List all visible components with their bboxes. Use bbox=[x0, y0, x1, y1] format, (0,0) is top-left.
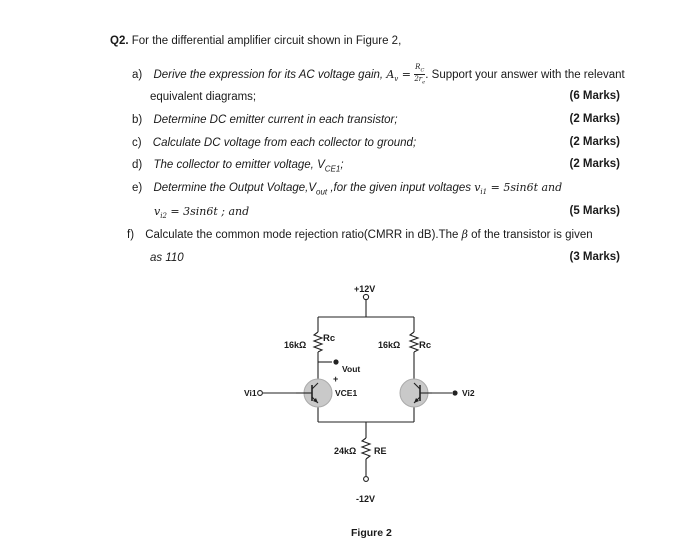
vi2-terminal bbox=[452, 390, 457, 395]
figure-caption: Figure 2 bbox=[351, 527, 392, 539]
rc-right-value: 16kΩ bbox=[378, 340, 401, 350]
beta-symbol: β bbox=[461, 228, 468, 241]
vce1-label: VCE1 bbox=[335, 388, 358, 398]
part-c-text: Calculate DC voltage from each collector to ground; bbox=[152, 137, 417, 149]
part-a-marks: (6 Marks) bbox=[569, 90, 620, 102]
part-c-letter: c) bbox=[132, 137, 142, 149]
vee-terminal bbox=[364, 477, 369, 482]
rc-left-resistor bbox=[314, 332, 322, 352]
question-number: Q2. bbox=[110, 35, 129, 47]
plus-sign: + bbox=[333, 374, 339, 384]
part-a-text: Derive the expression for its AC voltage gain, bbox=[153, 68, 384, 81]
part-e-marks: (5 Marks) bbox=[569, 205, 620, 217]
vout-node bbox=[333, 359, 338, 364]
rc-right-label: Rc bbox=[419, 340, 432, 351]
part-e-text: Determine the Output $Voltage,V_{out}$ ,for the given input voltages bbox=[153, 182, 475, 197]
gain-fraction: $\frac{R_C}{2r_e}$ bbox=[414, 63, 426, 86]
part-f-marks: (3 Marks) bbox=[569, 251, 620, 263]
question-intro: For the differential amplifier circuit shown in Figure 2, bbox=[131, 35, 402, 47]
vi1-label: Vi1 bbox=[244, 388, 257, 398]
part-b-text: Determine DC emitter current in each transistor; bbox=[153, 114, 398, 126]
part-e-letter: e) bbox=[132, 182, 143, 194]
part-d-letter: d) bbox=[132, 159, 143, 171]
rc-right-resistor bbox=[410, 332, 418, 352]
transistor-q1 bbox=[296, 379, 332, 407]
vcc-terminal bbox=[363, 294, 368, 299]
part-b-marks: (2 Marks) bbox=[569, 113, 620, 125]
part-f-text: Calculate the common mode rejection ratio(CMRR in dB).The β of the transistor is given bbox=[145, 228, 593, 241]
part-c-marks: (2 Marks) bbox=[569, 136, 620, 148]
part-d-marks: (2 Marks) bbox=[569, 158, 620, 170]
part-b-letter: b) bbox=[132, 114, 143, 126]
re-resistor bbox=[362, 438, 370, 459]
vi2-label: Vi2 bbox=[462, 388, 475, 398]
vee-label: -12V bbox=[356, 494, 376, 504]
re-label: RE bbox=[374, 446, 387, 456]
vi1-terminal bbox=[258, 391, 263, 396]
part-e-eq2: $v_{i2} = 3\sin 6t$ ; and bbox=[154, 205, 250, 221]
part-a-letter: a) bbox=[132, 68, 143, 81]
part-e-eq1: $v_{i1} = 5\sin 6t$ and bbox=[474, 181, 563, 197]
vout-label: Vout bbox=[342, 364, 361, 374]
vcc-label: +12V bbox=[354, 284, 376, 294]
part-a-cont: equivalent diagrams; bbox=[150, 91, 257, 103]
rc-left-value: 16kΩ bbox=[284, 340, 307, 350]
re-value: 24kΩ bbox=[334, 446, 357, 456]
part-f-cont: as 110 bbox=[150, 252, 184, 264]
part-d-text: The collector to emitter voltage, $V_{CE1}$; bbox=[153, 159, 344, 174]
part-a-formula: $A_v$ = bbox=[386, 67, 411, 84]
rc-left-label: Rc bbox=[323, 333, 336, 344]
transistor-q2 bbox=[400, 379, 432, 407]
part-f-letter: f) bbox=[127, 229, 135, 241]
part-a-text-2: . Support your answer with the relevant bbox=[425, 68, 625, 81]
